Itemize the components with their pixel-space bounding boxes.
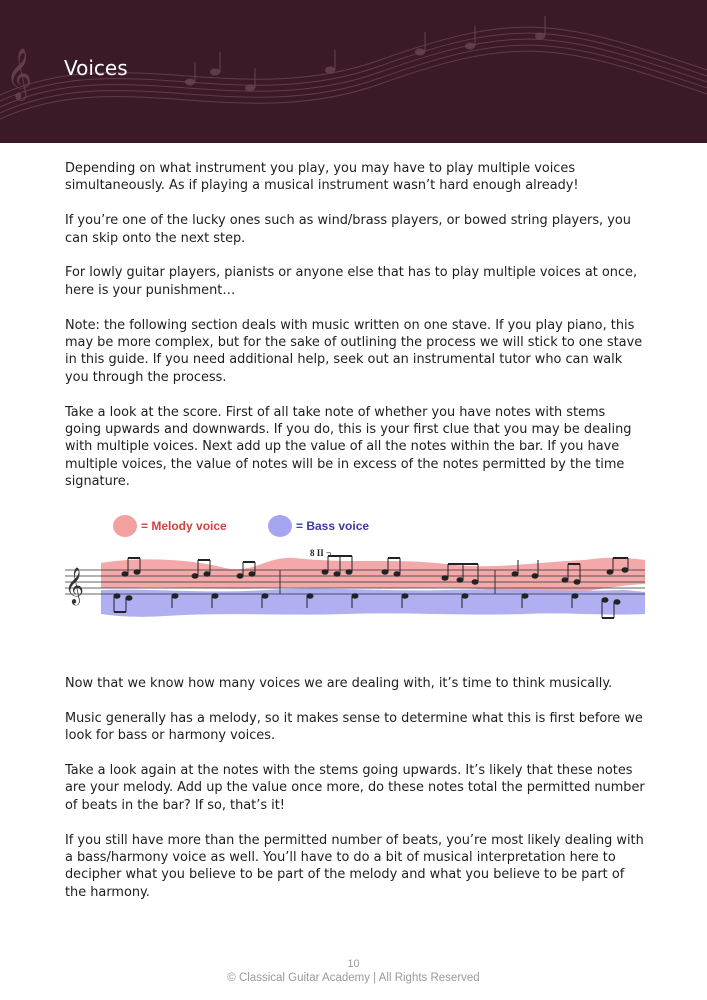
bass-legend-label: = Bass voice bbox=[296, 519, 370, 534]
score-illustration bbox=[65, 508, 645, 653]
main-content bbox=[65, 160, 645, 919]
page-header bbox=[0, 0, 707, 143]
melody-legend-swatch bbox=[113, 515, 137, 537]
treble-clef-icon: 𝄞 bbox=[65, 566, 84, 605]
copyright-notice: © Classical Guitar Academy | All Rights Reserved bbox=[227, 972, 480, 984]
melody-legend-label: = Melody voice bbox=[141, 519, 227, 534]
score-marking: 8 II ¬ bbox=[310, 548, 332, 559]
paragraph: Now that we know how many voices we are dealing with, it’s time to think musically. bbox=[65, 676, 613, 692]
paragraph: Music generally has a melody, so it makes sense to determine what this is first before we look for bass or harmony voices. bbox=[65, 710, 643, 744]
page-number: 10 bbox=[347, 958, 360, 970]
paragraph: If you still have more than the permitted number of beats, you’re most likely dealing with a bass/harmony voice as well. You’ll have to do a bit of musical interpretation here to decipher what you believe to be part of the melody and what you believe to be part of the harmony. bbox=[65, 832, 644, 900]
paragraph: Depending on what instrument you play, you may have to play multiple voices simultaneously. As if playing a musical instrument wasn’t hard enough already! bbox=[65, 161, 579, 194]
paragraph: If you’re one of the lucky ones such as wind/brass players, or bowed string players, you can skip onto the next step. bbox=[65, 213, 631, 246]
bass-legend-swatch bbox=[268, 515, 292, 537]
bass-voice-highlight bbox=[101, 589, 645, 617]
paragraph: For lowly guitar players, pianists or anyone else that has to play multiple voices at once, here is your punishment… bbox=[65, 265, 638, 298]
paragraph: Take a look again at the notes with the stems going upwards. It’s likely that these notes are your melody. Add up the value once more, do these notes total the permitted number of beats in the bar? If so, that’s it! bbox=[65, 763, 645, 813]
svg-text:𝄞: 𝄞 bbox=[6, 48, 33, 99]
paragraph: Note: the following section deals with music written on one stave. If you play piano, this may be more complex, but for the sake of outlining the process we will stick to one stave in this guide. If you need additional help, seek out an instrumental tutor who can walk you through the process. bbox=[65, 317, 643, 385]
voices-score-figure bbox=[65, 508, 645, 653]
page-title: Voices bbox=[64, 56, 128, 80]
paragraph: Take a look at the score. First of all take note of whether you have notes with stems going upwards and downwards. If you do, this is your first clue that you may be dealing with multiple voices. Next add up the value of all the notes within the bar. If you have multiple voices, the value of notes will be in excess of the notes permitted by the time signature. bbox=[65, 404, 632, 490]
